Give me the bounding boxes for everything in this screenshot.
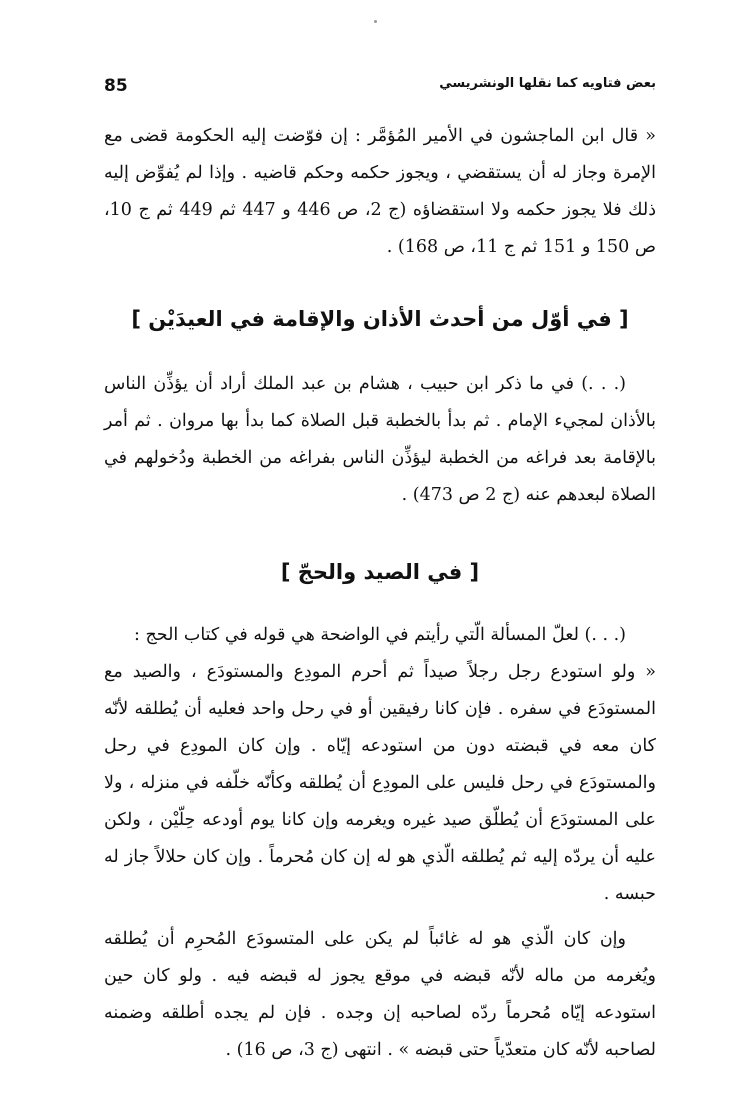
section1-paragraph: « قال ابن الماجشون في الأمير المُؤمَّر : إن فوّضت إليه الحكومة قضى مع الإمرة وجاز له أن يستقضي ، ويجوز حكمه وحكم قاضيه . وإذا لم يُفوِّض إليه ذلك فلا يجوز حكمه ولا استقضاؤه (ج 2، ص 446 و 447 ثم 449 ثم ج 10، ص 150 و 151 ثم ج 11، ص 168) . <box>104 126 656 257</box>
section3-paragraph-2: « ولو استودع رجل رجلاً صيداً ثم أحرم المودِع والمستودَع ، والصيد مع المستودَع في سفره . فإن كانا رفيقين أو في رحل واحد فعليه أن يُطلقه لأنّه كان معه في قبضته دون من استودعه إيّاه . وإن كان المودِع في رحل والمستودَع في رحل فليس على المودِع أن يُطلقه وكأنّه خلّفه في منزله ، ولا على المستودَع أن يُطلّق صيد غيره ويغرمه وإن كانا يوم أودعه حِلّيْن ، ولكن عليه أن يردّه إليه ثم يُطلقه الّذي هو له إن كان مُحرماً . وإن كان حلالاً جاز له حبسه . <box>104 662 656 904</box>
section3-paragraph-1: (. . .) لعلّ المسألة الّتي رأيتم في الواضحة هي قوله في كتاب الحج : <box>134 625 626 645</box>
section2-heading: [ في أوّل من أحدث الأذان والإقامة في العيدَيْن ] <box>131 307 629 331</box>
section2-paragraph: (. . .) في ما ذكر ابن حبيب ، هشام بن عبد الملك أراد أن يؤذِّن الناس بالأذان لمجيء الإمام . ثم بدأ بالخطبة قبل الصلاة كما بدأ بها مروان . ثم أمر بالإقامة بعد فراغه من الخطبة ليؤذِّن الناس بفراغه من الخطبة ودُخولهم في الصلاة لبعدهم عنه (ج 2 ص 473) . <box>104 374 656 505</box>
section1-text <box>104 118 656 266</box>
section3-heading: [ في الصيد والحجّ ] <box>280 560 480 584</box>
running-title: بعض فتاويه كما نقلها الونشريسي <box>439 76 656 91</box>
page-number: 85 <box>104 76 128 96</box>
running-header <box>104 76 656 102</box>
section2-text <box>104 366 656 514</box>
section3-text <box>104 617 656 1069</box>
section3-paragraph-3: وإن كان الّذي هو له غائباً لم يكن على المتسودَع المُحرِم أن يُطلقه ويُغرمه من ماله لأنّه قبضه في موقع يجوز له قبضه فيه . ولو كان حين استودعه إيّاه مُحرماً ردّه لصاحبه إن وجده . فإن لم يجده أطلقه وضمنه لصاحبه لأنّه كان متعدّياً حتى قبضه » . انتهى (ج 3، ص 16) . <box>104 929 656 1060</box>
scan-speck <box>374 20 377 23</box>
